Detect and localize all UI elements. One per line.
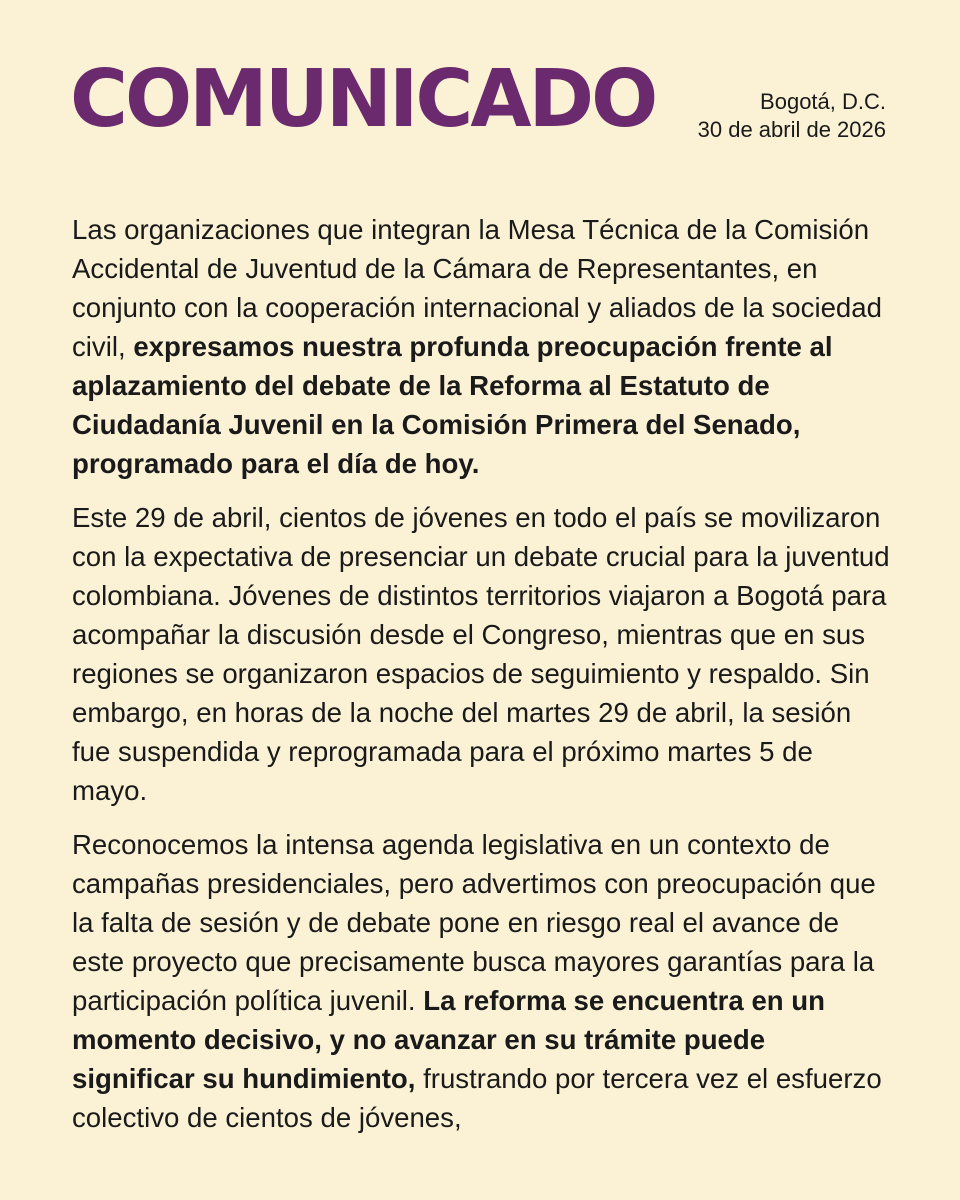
dateline: [698, 88, 886, 144]
paragraph-3-text-start: Reconocemos la intensa agenda legislativa en un contexto de campañas presidenciales, pero advertimos con preocupación que la falta de sesión y de debate pone en riesgo real el avance de este proyecto que precisamente busca mayores garantías para la participación política juvenil.: [72, 829, 876, 1016]
paragraph-3-text-end: frustrando por tercera vez el esfuerzo colectivo de cientos de jóvenes,: [72, 1063, 882, 1133]
page-title: COMUNICADO: [70, 53, 656, 145]
paragraph-1-text: Las organizaciones que integran la Mesa Técnica de la Comisión Accidental de Juventud de la Cámara de Representantes, en conjunto con la cooperación internacional y aliados de la sociedad civil,: [72, 214, 882, 362]
date-text: 30 de abril de 2026: [697, 117, 886, 142]
paragraph-2: Este 29 de abril, cientos de jóvenes en todo el país se movilizaron con la expectativa de presenciar un debate crucial para la juventud colombiana. Jóvenes de distintos territorios viajaron a Bogotá para acompañar la discusión desde el Congreso, mientras que en sus regiones se organizaron espacios de seguimiento y respaldo. Sin embargo, en horas de la noche del martes 29 de abril, la sesión fue suspendida y reprogramada para el próximo martes 5 de mayo.: [72, 502, 890, 806]
paragraph-3-emphasis: La reforma se encuentra en un momento decisivo, y no avanzar en su trámite puede significar su hundimiento,: [72, 985, 826, 1094]
paragraph-3: [72, 825, 892, 1137]
statement-body: [72, 210, 892, 1152]
paragraph-1-emphasis: expresamos nuestra profunda preocupación frente al aplazamiento del debate de la Reforma al Estatuto de Ciudadanía Juvenil en la Comisión Primera del Senado, programado para el día de hoy.: [72, 331, 833, 479]
paragraph-1: [72, 210, 892, 483]
location-text: Bogotá, D.C.: [760, 89, 886, 114]
